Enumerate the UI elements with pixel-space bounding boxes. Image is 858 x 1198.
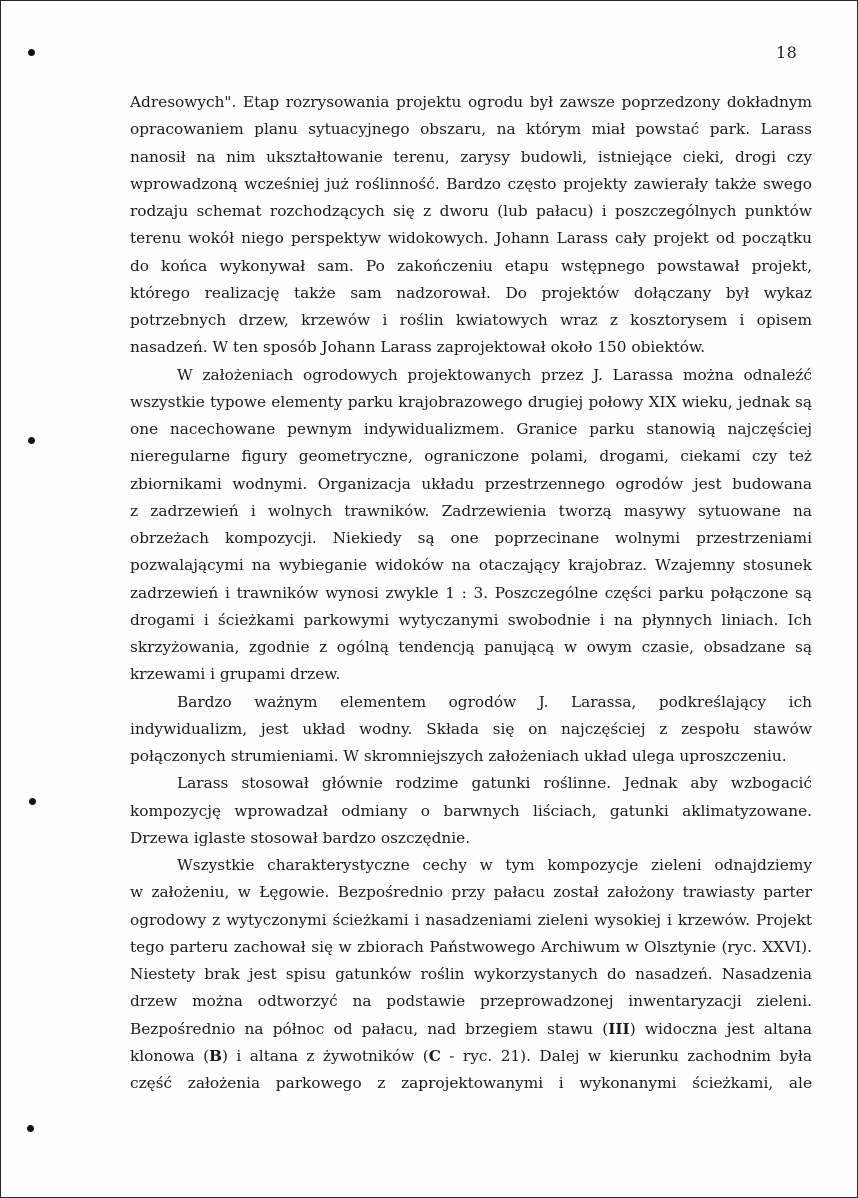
text-line: indywidualizm, jest układ wodny. Składa się on najczęściej z zespołu stawów [130,719,812,738]
text-line: Wszystkie charakterystyczne cechy w tym kompozycje zieleni odnajdziemy [177,856,812,874]
text-line: wprowadzoną wcześniej już roślinność. Bardzo często projekty zawierały także swego [130,174,812,193]
text-line: Bardzo ważnym elementem ogrodów J. Larassa, podkreślający ich [177,692,812,711]
text-line: ogrodowy z wytyczonymi ścieżkami i nasadzeniami zieleni wysokiej i krzewów. Projekt [130,910,812,929]
text-line: nieregularne figury geometryczne, ograniczone polami, drogami, ciekami czy też [130,447,812,466]
binding-hole-dot [29,798,36,805]
text-line: zadrzewień i trawników wynosi zwykle 1 : 3. Poszczególne części parku połączone są [130,583,812,602]
text-line: wszystkie typowe elementy parku krajobrazowego drugiej połowy XIX wieku, jednak są [130,392,812,411]
text-line: Bezpośrednio na północ od pałacu, nad brzegiem stawu (III) widoczna jest altana [130,1019,812,1038]
text-line: nanosił na nim ukształtowanie terenu, zarysy budowli, istniejące cieki, drogi czy [130,147,812,166]
text-line: Adresowych". Etap rozrysowania projektu ogrodu był zawsze poprzedzony dokładnym [130,93,812,111]
text-line: one nacechowane pewnym indywidualizmem. Granice parku stanowią najczęściej [130,420,812,438]
page-number: 18 [776,43,798,62]
text-line: rodzaju schemat rozchodzących się z dworu (lub pałacu) i poszczególnych punktów [130,202,812,220]
text-line: potrzebnych drzew, krzewów i roślin kwiatowych wraz z kosztorysem i opisem [130,311,812,329]
binding-hole-dot [28,49,35,56]
text-line: drogami i ścieżkami parkowymi wytyczanymi swobodnie i na płynnych liniach. Ich [130,610,812,629]
text-line: drzew można odtworzyć na podstawie przeprowadzonej inwentaryzacji zieleni. [130,992,812,1011]
text-line: zbiornikami wodnymi. Organizacja układu przestrzennego ogrodów jest budowana [130,474,812,493]
text-line: klonowa (B) i altana z żywotników (C - ryc. 21). Dalej w kierunku zachodnim była [130,1046,812,1065]
text-line: którego realizację także sam nadzorował. Do projektów dołączany był wykaz [130,283,812,302]
text-line: W założeniach ogrodowych projektowanych przez J. Larassa można odnaleźć [177,365,812,384]
text-line: do końca wykonywał sam. Po zakończeniu etapu wstępnego powstawał projekt, [130,256,812,275]
text-line: z zadrzewień i wolnych trawników. Zadrzewienia tworzą masywy sytuowane na [130,501,812,520]
text-line: krzewami i grupami drzew. [130,665,341,684]
text-line: terenu wokół niego perspektyw widokowych. Johann Larass cały projekt od początku [130,229,812,248]
text-line: w założeniu, w Łęgowie. Bezpośrednio przy pałacu został założony trawiasty parter [130,883,812,902]
text-line: kompozycję wprowadzał odmiany o barwnych liściach, gatunki aklimatyzowane. [130,801,812,820]
text-line: opracowaniem planu sytuacyjnego obszaru, na którym miał powstać park. Larass [130,120,812,139]
body-text [130,89,812,1097]
text-line: Drzewa iglaste stosował bardzo oszczędnie. [130,828,471,847]
text-line: tego parteru zachował się w zbiorach Państwowego Archiwum w Olsztynie (ryc. XXVI). [130,937,812,956]
text-line: połączonych strumieniami. W skromniejszych założeniach układ ulega uproszczeniu. [130,747,787,765]
text-line: obrzeżach kompozycji. Niekiedy są one poprzecinane wolnymi przestrzeniami [130,529,812,547]
binding-hole-dot [27,1125,34,1132]
text-line: Larass stosował głównie rodzime gatunki roślinne. Jednak aby wzbogacić [177,774,812,793]
text-line: nasadzeń. W ten sposób Johann Larass zaprojektował około 150 obiektów. [130,338,706,357]
text-line: pozwalającymi na wybieganie widoków na otaczający krajobraz. Wzajemny stosunek [130,556,812,575]
text-line: skrzyżowania, zgodnie z ogólną tendencją panującą w owym czasie, obsadzane są [130,638,812,656]
binding-hole-dot [28,437,35,444]
text-line: Niestety brak jest spisu gatunków roślin wykorzystanych do nasadzeń. Nasadzenia [130,965,812,983]
text-line: część założenia parkowego z zaprojektowanymi i wykonanymi ścieżkami, ale [130,1074,812,1092]
